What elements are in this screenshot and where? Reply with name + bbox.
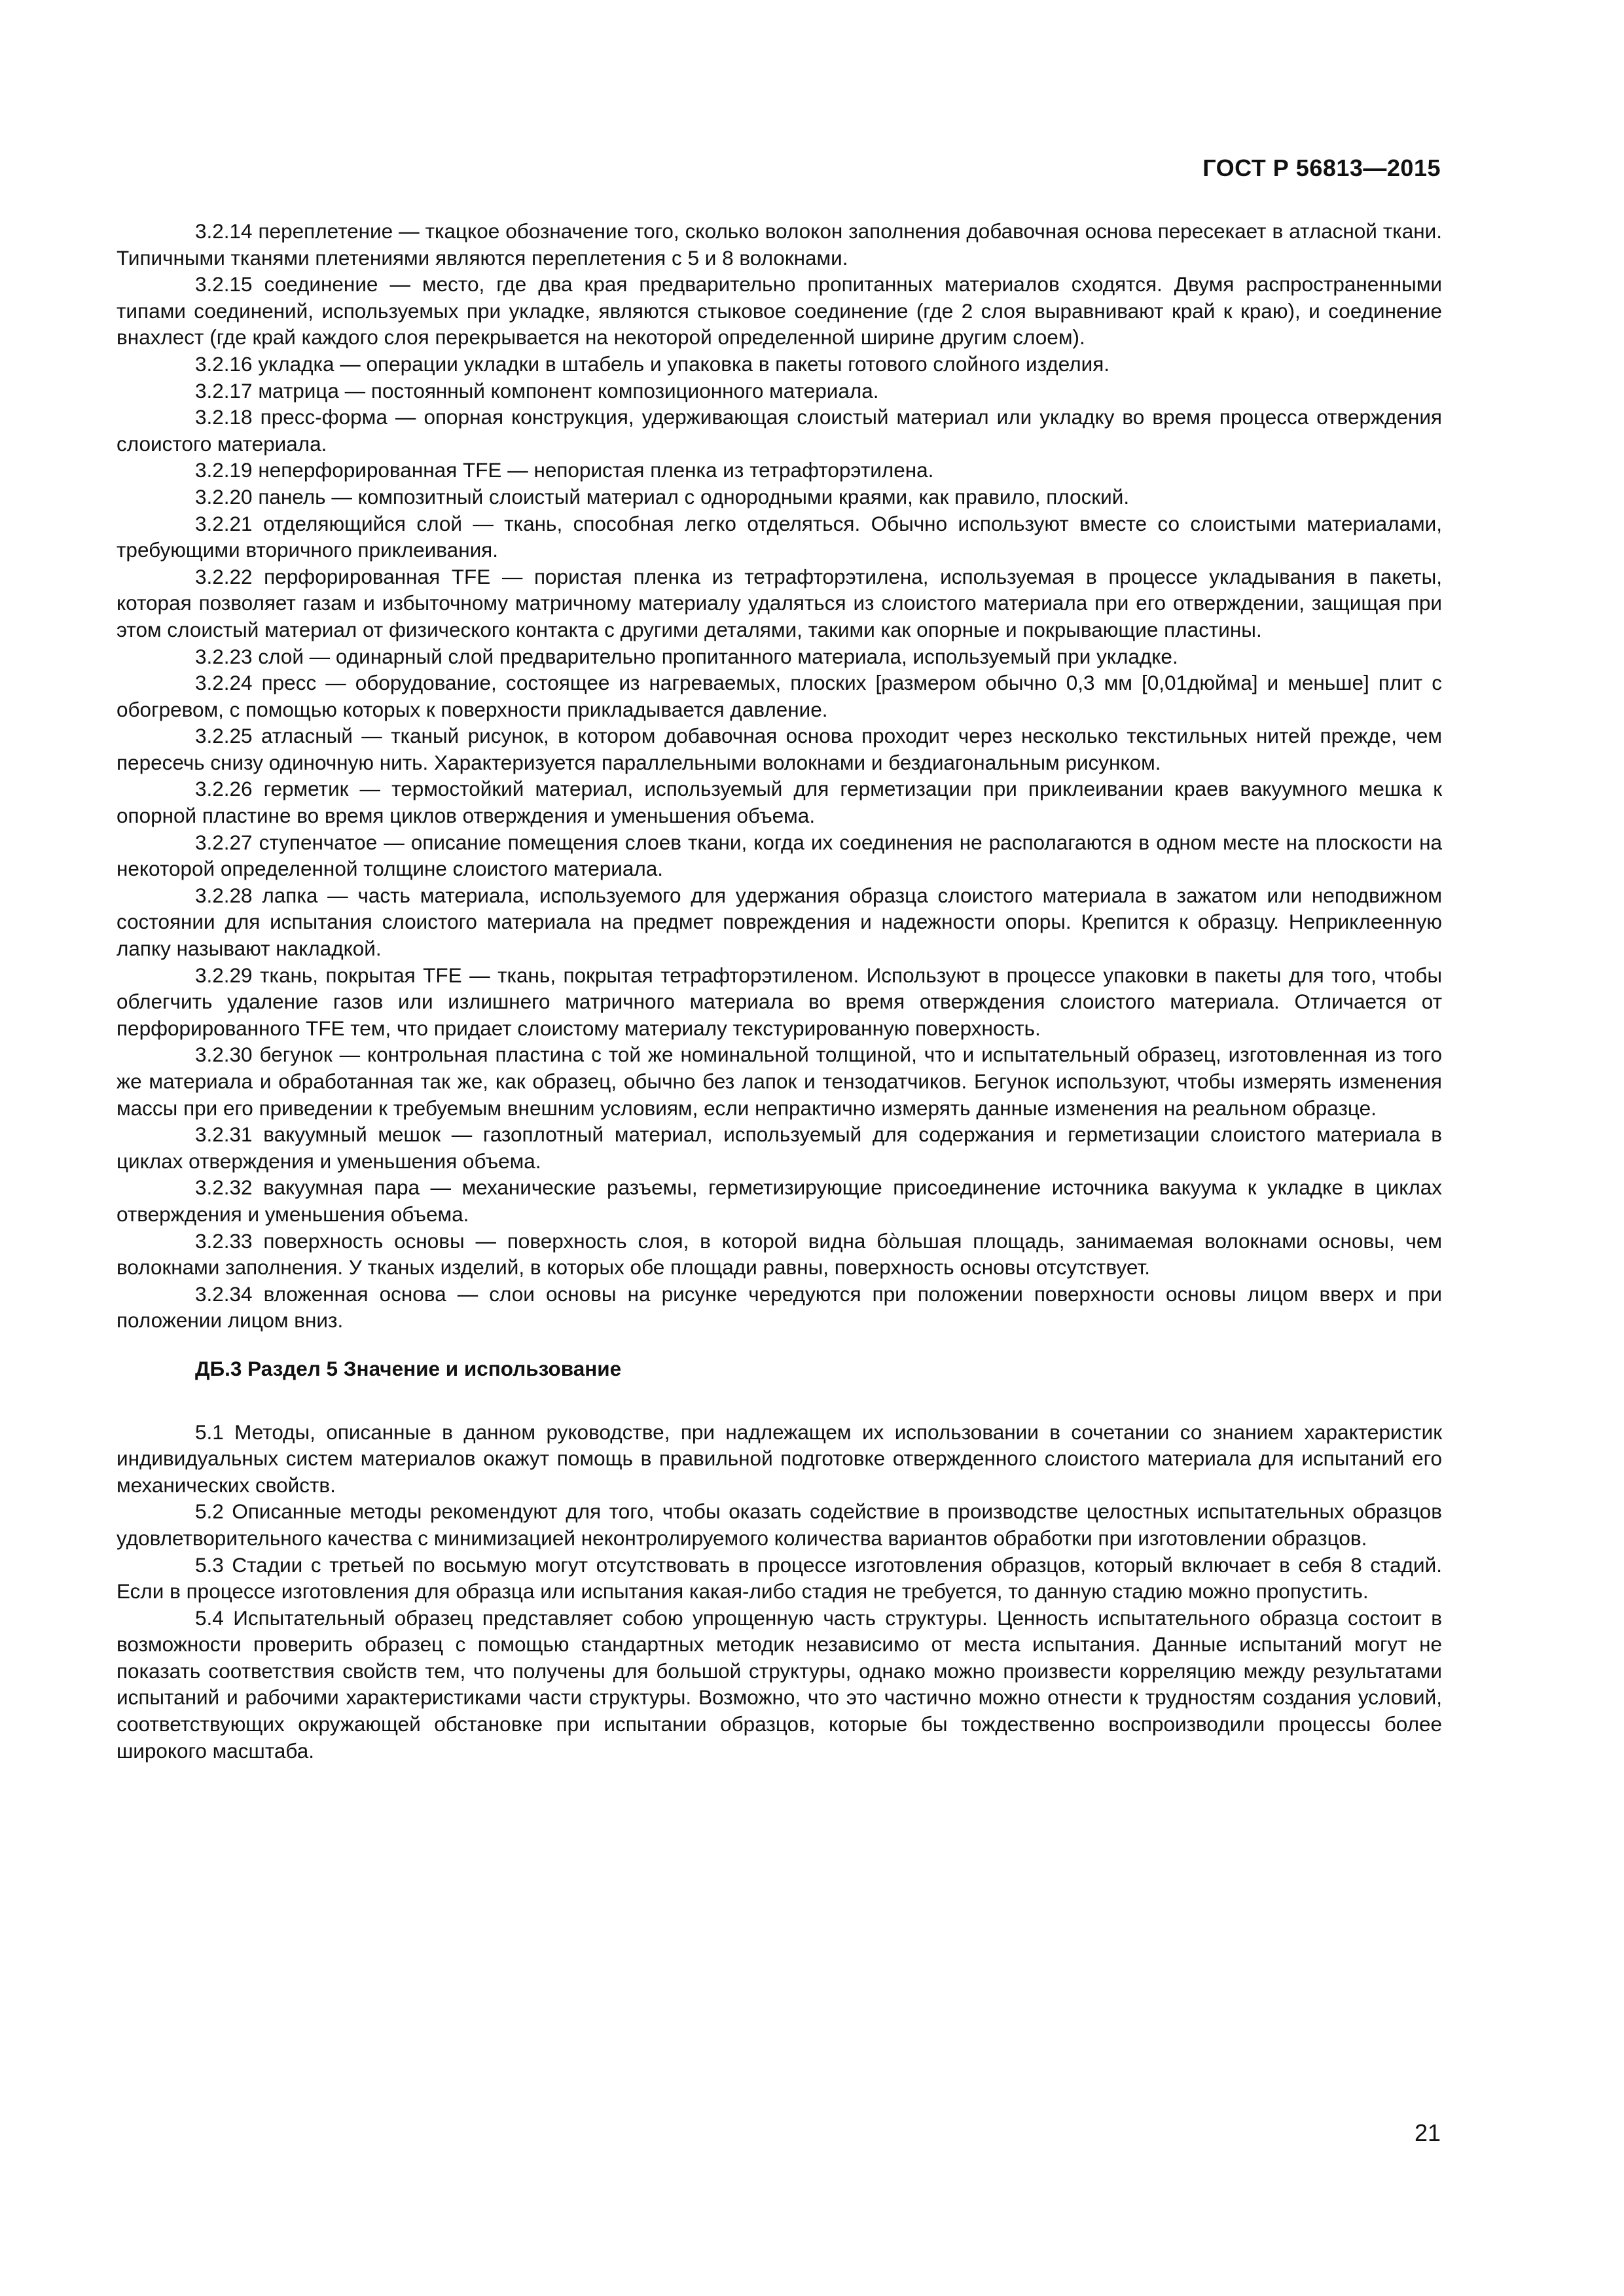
section-paragraph: 5.3 Стадии с третьей по восьмую могут отсутствовать в процессе изготовления образцов, который включает в себя 8 стадий. Если в процессе изготовления для образца или испытания какая-либо стадия не требуется, то данную стадию можно пропустить. xyxy=(117,1552,1442,1604)
standard-header: ГОСТ Р 56813—2015 xyxy=(1202,154,1441,181)
definition-paragraph: 3.2.26 герметик — термостойкий материал, используемый для герметизации при приклеивании краев вакуумного мешка к опорной пластине во время циклов отверждения и уменьшения объема. xyxy=(117,777,1442,828)
definition-paragraph: 3.2.17 матрица — постоянный компонент композиционного материала. xyxy=(195,378,879,403)
document-body xyxy=(117,218,1442,1764)
definition-paragraph: 3.2.15 соединение — место, где два края предварительно пропитанных материалов сходятся. Двумя распространенными типами соединений, используемых при укладке, являются стыковое соединение (где 2 слоя выравнивают край к краю), и соединение внахлест (где край каждого слоя перекрывается на некоторой определенной ширине другим слоем). xyxy=(117,272,1442,350)
definition-paragraph: 3.2.29 ткань, покрытая TFE — ткань, покрытая тетрафторэтиленом. Используют в процессе упаковки в пакеты для того, чтобы облегчить удаление газов или излишнего матричного материала во время отверждения слоистого материала. Отличается от перфорированного TFE тем, что придает слоистому материалу текстурированную поверхность. xyxy=(117,963,1442,1040)
definition-paragraph: 3.2.20 панель — композитный слоистый материал с однородными краями, как правило, плоский. xyxy=(195,484,1130,509)
definition-paragraph: 3.2.21 отделяющийся слой — ткань, способная легко отделяться. Обычно используют вместе со слоистыми материалами, требующими вторичного приклеивания. xyxy=(117,511,1442,562)
section-paragraph: 5.1 Методы, описанные в данном руководстве, при надлежащем их использовании в сочетании со знанием характеристик индивидуальных систем материалов окажут помощь в правильной подготовке отвержденного слоистого материала для испытаний его механических свойств. xyxy=(117,1420,1442,1497)
definition-paragraph: 3.2.32 вакуумная пара — механические разъемы, герметизирующие присоединение источника вакуума к укладке в циклах отверждения и уменьшения объема. xyxy=(117,1175,1442,1226)
definition-paragraph: 3.2.28 лапка — часть материала, используемого для удержания образца слоистого материала в зажатом или неподвижном состоянии для испытания слоистого материала на предмет повреждения и надежности опоры. Крепится к образцу. Неприклеенную лапку называют накладкой. xyxy=(117,883,1442,961)
definition-paragraph: 3.2.14 переплетение — ткацкое обозначение того, сколько волокон заполнения добавочная основа пересекает в атласной ткани. Типичными тканями плетениями являются переплетения с 5 и 8 волокнами. xyxy=(117,219,1442,270)
section-paragraph: 5.4 Испытательный образец представляет собою упрощенную часть структуры. Ценность испытательного образца состоит в возможности проверить образец с помощью стандартных методик независимо от места испытания. Данные испытаний могут не показать соответствия свойств тем, что получены для большой структуры, однако можно произвести корреляцию между результатами испытаний и рабочими характеристиками части структуры. Возможно, что это частично можно отнести к трудностям создания условий, соответствующих окружающей обстановке при испытании образцов, которые бы тождественно воспроизводили процессы более широкого масштаба. xyxy=(117,1605,1442,1763)
definition-paragraph: 3.2.25 атласный — тканый рисунок, в котором добавочная основа проходит через несколько текстильных нитей прежде, чем пересечь снизу одиночную нить. Характеризуется параллельными волокнами и бездиагональным рисунком. xyxy=(117,724,1442,774)
page-number: 21 xyxy=(1414,2119,1441,2146)
definition-paragraph: 3.2.30 бегунок — контрольная пластина с той же номинальной толщиной, что и испытательный образец, изготовленная из того же материала и обработанная так же, как образец, обычно без лапок и тензодатчиков. Бегунок используют, чтобы измерять изменения массы при его приведении к требуемым внешним условиям, если непрактично измерять данные изменения на реальном образце. xyxy=(117,1043,1442,1120)
definition-paragraph: 3.2.31 вакуумный мешок — газоплотный материал, используемый для содержания и герметизации слоистого материала в циклах отверждения и уменьшения объема. xyxy=(117,1122,1442,1173)
definition-paragraph: 3.2.24 пресс — оборудование, состоящее из нагреваемых, плоских [размером обычно 0,3 мм [0,01дюйма] и меньше] плит с обогревом, с помощью которых к поверхности прикладывается давление. xyxy=(117,671,1442,721)
definition-paragraph: 3.2.23 слой — одинарный слой предварительно пропитанного материала, используемый при укладке. xyxy=(195,644,1178,668)
definition-paragraph: 3.2.34 вложенная основа — слои основы на рисунке чередуются при положении поверхности основы лицом вверх и при положении лицом вниз. xyxy=(117,1282,1442,1333)
definition-paragraph: 3.2.16 укладка — операции укладки в штабель и упаковка в пакеты готового слойного изделия. xyxy=(195,351,1110,376)
definition-paragraph: 3.2.33 поверхность основы — поверхность слоя, в которой видна бо̀льшая площадь, занимаемая волокнами основы, чем волокнами заполнения. У тканых изделий, в которых обе площади равны, поверхность основы отсутствует. xyxy=(117,1229,1442,1280)
section-paragraph: 5.2 Описанные методы рекомендуют для того, чтобы оказать содействие в производстве целостных испытательных образцов удовлетворительного качества с минимизацией неконтролируемого количества вариантов обработки при изготовлении образцов. xyxy=(117,1499,1442,1550)
section-heading: ДБ.3 Раздел 5 Значение и использование xyxy=(195,1356,622,1380)
definition-paragraph: 3.2.27 ступенчатое — описание помещения слоев ткани, когда их соединения не располагаются в одном месте на плоскости на некоторой определенной толщине слоистого материала. xyxy=(117,830,1442,881)
definition-paragraph: 3.2.19 неперфорированная TFE — непористая пленка из тетрафторэтилена. xyxy=(195,458,934,482)
definition-paragraph: 3.2.18 пресс-форма — опорная конструкция, удерживающая слоистый материал или укладку во время процесса отверждения слоистого материала. xyxy=(117,405,1442,456)
definition-paragraph: 3.2.22 перфорированная TFE — пористая пленка из тетрафторэтилена, используемая в процессе укладывания в пакеты, которая позволяет газам и избыточному матричному материалу удаляться из слоистого материала при его отверждении, защищая при этом слоистый материал от физического контакта с другими деталями, такими как опорные и покрывающие пластины. xyxy=(117,564,1442,641)
